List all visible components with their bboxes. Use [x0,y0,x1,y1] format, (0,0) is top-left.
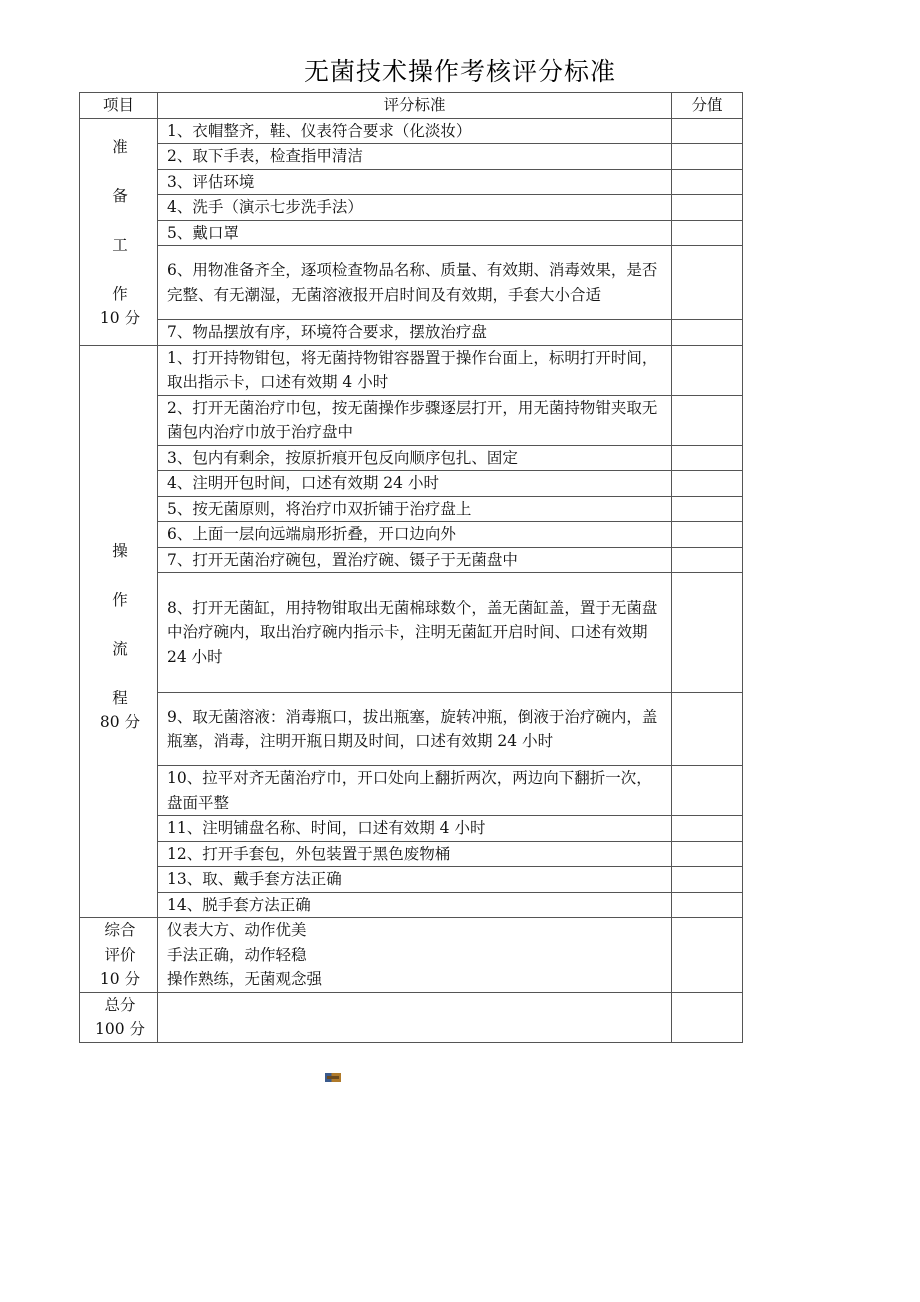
page-title: 无菌技术操作考核评分标准 [303,57,616,86]
score-cell [672,816,743,842]
total-label-line: 100 分 [94,1020,145,1038]
score-cell [672,573,743,693]
score-cell [672,693,743,766]
table-row [80,471,743,497]
small-image-icon [325,1073,341,1082]
score-cell [672,345,743,395]
section-char: 程 [112,688,128,707]
section-label-procedure [80,345,158,918]
score-cell [672,220,743,246]
criteria-cell: 5、戴口罩 [158,220,672,246]
score-cell [672,118,743,144]
total-criteria [158,992,672,1042]
table-row [80,195,743,221]
criteria-cell: 12、打开手套包，外包装置于黑色废物桶 [158,841,672,867]
summary-label-line: 评价 [104,945,136,964]
score-cell [672,766,743,816]
section-char: 准 [112,138,128,156]
score-cell [672,195,743,221]
criteria-cell: 10、拉平对齐无菌治疗巾，开口处向上翻折两次，两边向下翻折一次，盘面平整 [158,766,672,816]
table-row [80,522,743,548]
criteria-cell: 4、注明开包时间，口述有效期 24 小时 [158,471,672,497]
scoring-table [79,92,743,1043]
section-char: 操 [112,541,128,560]
table-row [80,345,743,395]
table-row [80,573,743,693]
score-cell [672,144,743,170]
table-row [80,816,743,842]
summary-label-line: 综合 [104,921,136,939]
summary-label-line: 10 分 [99,970,141,988]
total-row [80,992,743,1042]
table-row [80,867,743,893]
total-label [80,992,158,1042]
table-row [80,693,743,766]
criteria-cell: 13、取、戴手套方法正确 [158,867,672,893]
criteria-cell: 11、注明铺盘名称、时间，口述有效期 4 小时 [158,816,672,842]
section-points: 10 分 [99,309,141,327]
criteria-cell: 9、取无菌溶液：消毒瓶口，拔出瓶塞，旋转冲瓶，倒液于治疗碗内，盖瓶塞，消毒，注明开瓶日期及时间，口述有效期 24 小时 [158,693,672,766]
score-cell [672,246,743,320]
table-row [80,169,743,195]
section-char: 工 [112,236,128,254]
criteria-cell: 6、用物准备齐全，逐项检查物品名称、质量、有效期、消毒效果，是否完整、有无潮湿，无菌溶液报开启时间及有效期，手套大小合适 [158,246,672,320]
header-criteria: 评分标准 [158,93,672,119]
table-row [80,892,743,918]
table-row [80,220,743,246]
criteria-cell: 2、取下手表，检查指甲清洁 [158,144,672,170]
criteria-cell: 3、包内有剩余，按原折痕开包反向顺序包扎、固定 [158,445,672,471]
score-cell [672,169,743,195]
criteria-cell: 1、衣帽整齐，鞋、仪表符合要求（化淡妆） [158,118,672,144]
section-points: 80 分 [99,712,141,731]
criteria-cell: 1、打开持物钳包，将无菌持物钳容器置于操作台面上，标明打开时间，取出指示卡，口述有效期 4 小时 [158,345,672,395]
section-char: 作 [112,285,128,303]
summary-item: 手法正确，动作轻稳 [167,945,307,964]
score-cell [672,471,743,497]
criteria-cell: 6、上面一层向远端扇形折叠，开口边向外 [158,522,672,548]
score-cell [672,496,743,522]
section-char: 流 [112,639,128,658]
table-row [80,766,743,816]
summary-criteria [158,918,672,993]
score-cell [672,522,743,548]
criteria-cell: 5、按无菌原则，将治疗巾双折铺于治疗盘上 [158,496,672,522]
score-cell [672,892,743,918]
table-row [80,118,743,144]
table-row [80,144,743,170]
score-cell [672,992,743,1042]
score-cell [672,445,743,471]
summary-label [80,918,158,993]
criteria-cell: 7、物品摆放有序，环境符合要求，摆放治疗盘 [158,320,672,346]
table-row [80,395,743,445]
header-item: 项目 [80,93,158,119]
table-row [80,246,743,320]
header-row [80,93,743,119]
table-row [80,841,743,867]
table-row [80,547,743,573]
section-char: 作 [112,590,128,609]
total-label-line: 总分 [104,995,136,1014]
score-cell [672,867,743,893]
score-cell [672,841,743,867]
score-cell [672,918,743,993]
score-cell [672,395,743,445]
criteria-cell: 3、评估环境 [158,169,672,195]
table-row [80,496,743,522]
section-label-preparation [80,118,158,345]
summary-item: 操作熟练，无菌观念强 [167,970,323,988]
table-row [80,445,743,471]
criteria-cell: 14、脱手套方法正确 [158,892,672,918]
criteria-cell: 2、打开无菌治疗巾包，按无菌操作步骤逐层打开，用无菌持物钳夹取无菌包内治疗巾放于治疗盘中 [158,395,672,445]
table-row [80,320,743,346]
score-cell [672,320,743,346]
score-cell [672,547,743,573]
criteria-cell: 4、洗手（演示七步洗手法） [158,195,672,221]
summary-item: 仪表大方、动作优美 [167,921,307,939]
criteria-cell: 7、打开无菌治疗碗包，置治疗碗、镊子于无菌盘中 [158,547,672,573]
section-char: 备 [112,187,128,205]
criteria-cell: 8、打开无菌缸，用持物钳取出无菌棉球数个，盖无菌缸盖，置于无菌盘中治疗碗内，取出治疗碗内指示卡，注明无菌缸开启时间、口述有效期 24 小时 [158,573,672,693]
summary-row [80,918,743,993]
header-score: 分值 [672,93,743,119]
